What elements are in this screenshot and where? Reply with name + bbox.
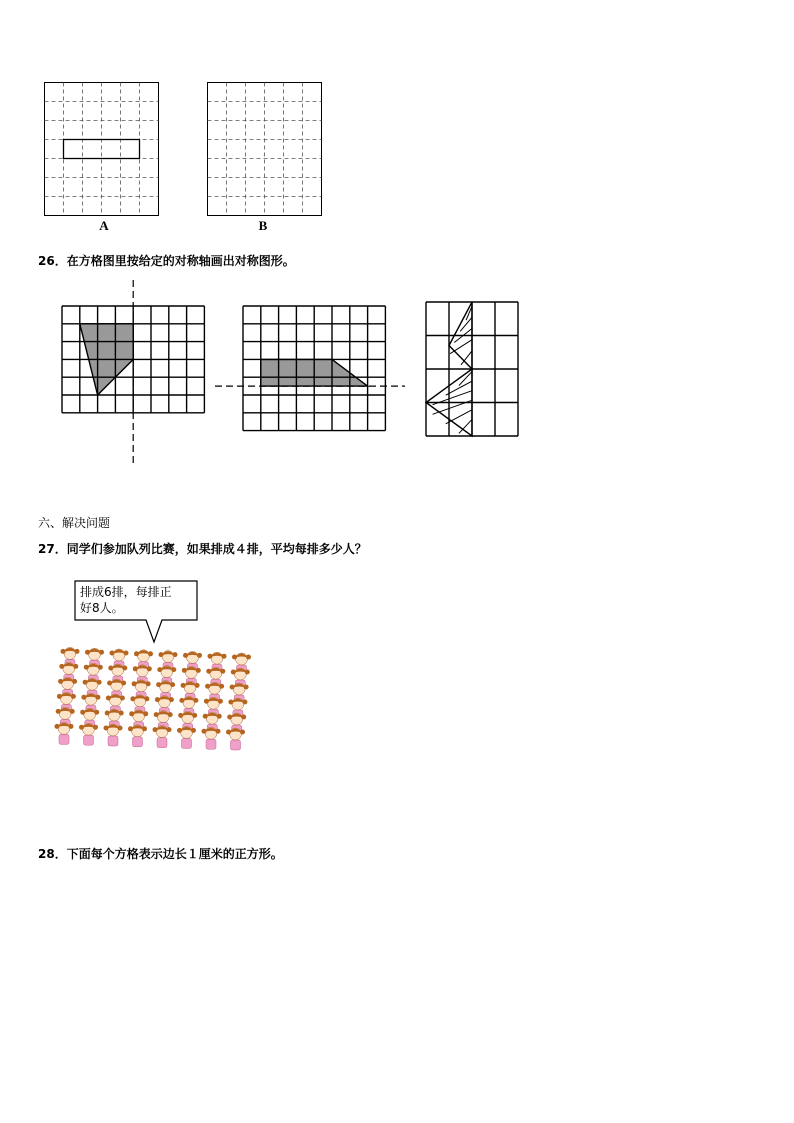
child-figure: [226, 728, 245, 750]
bubble-line-2: 好8人。: [80, 601, 124, 615]
grid-b-label: B: [258, 218, 268, 233]
child-figure: [104, 724, 123, 746]
child-figure: [79, 723, 98, 745]
symmetry-figure-1: [55, 280, 225, 470]
child-figure: [202, 727, 221, 749]
hatch-line: [450, 340, 472, 354]
child-figure: [153, 726, 172, 748]
child-figure: [55, 722, 74, 744]
children-formation-image: [48, 645, 258, 765]
grid-a-label: A: [99, 218, 109, 233]
section-heading: 六、解决问题: [38, 516, 111, 530]
question-28: 28．下面每个方格表示边长１厘米的正方形。: [38, 847, 283, 861]
symmetry-figure-2: [215, 300, 415, 440]
child-figure: [177, 726, 196, 748]
grid-b: [207, 82, 327, 222]
grid-a: [44, 82, 164, 222]
question-27: 27．同学们参加队列比赛，如果排成４排，平均每排多少人？: [38, 542, 367, 556]
child-figure: [128, 725, 147, 747]
symmetry-figure-3: [422, 300, 522, 440]
question-26: 26．在方格图里按给定的对称轴画出对称图形。: [38, 254, 295, 268]
bubble-line-1: 排成6排，每排正: [80, 585, 172, 599]
